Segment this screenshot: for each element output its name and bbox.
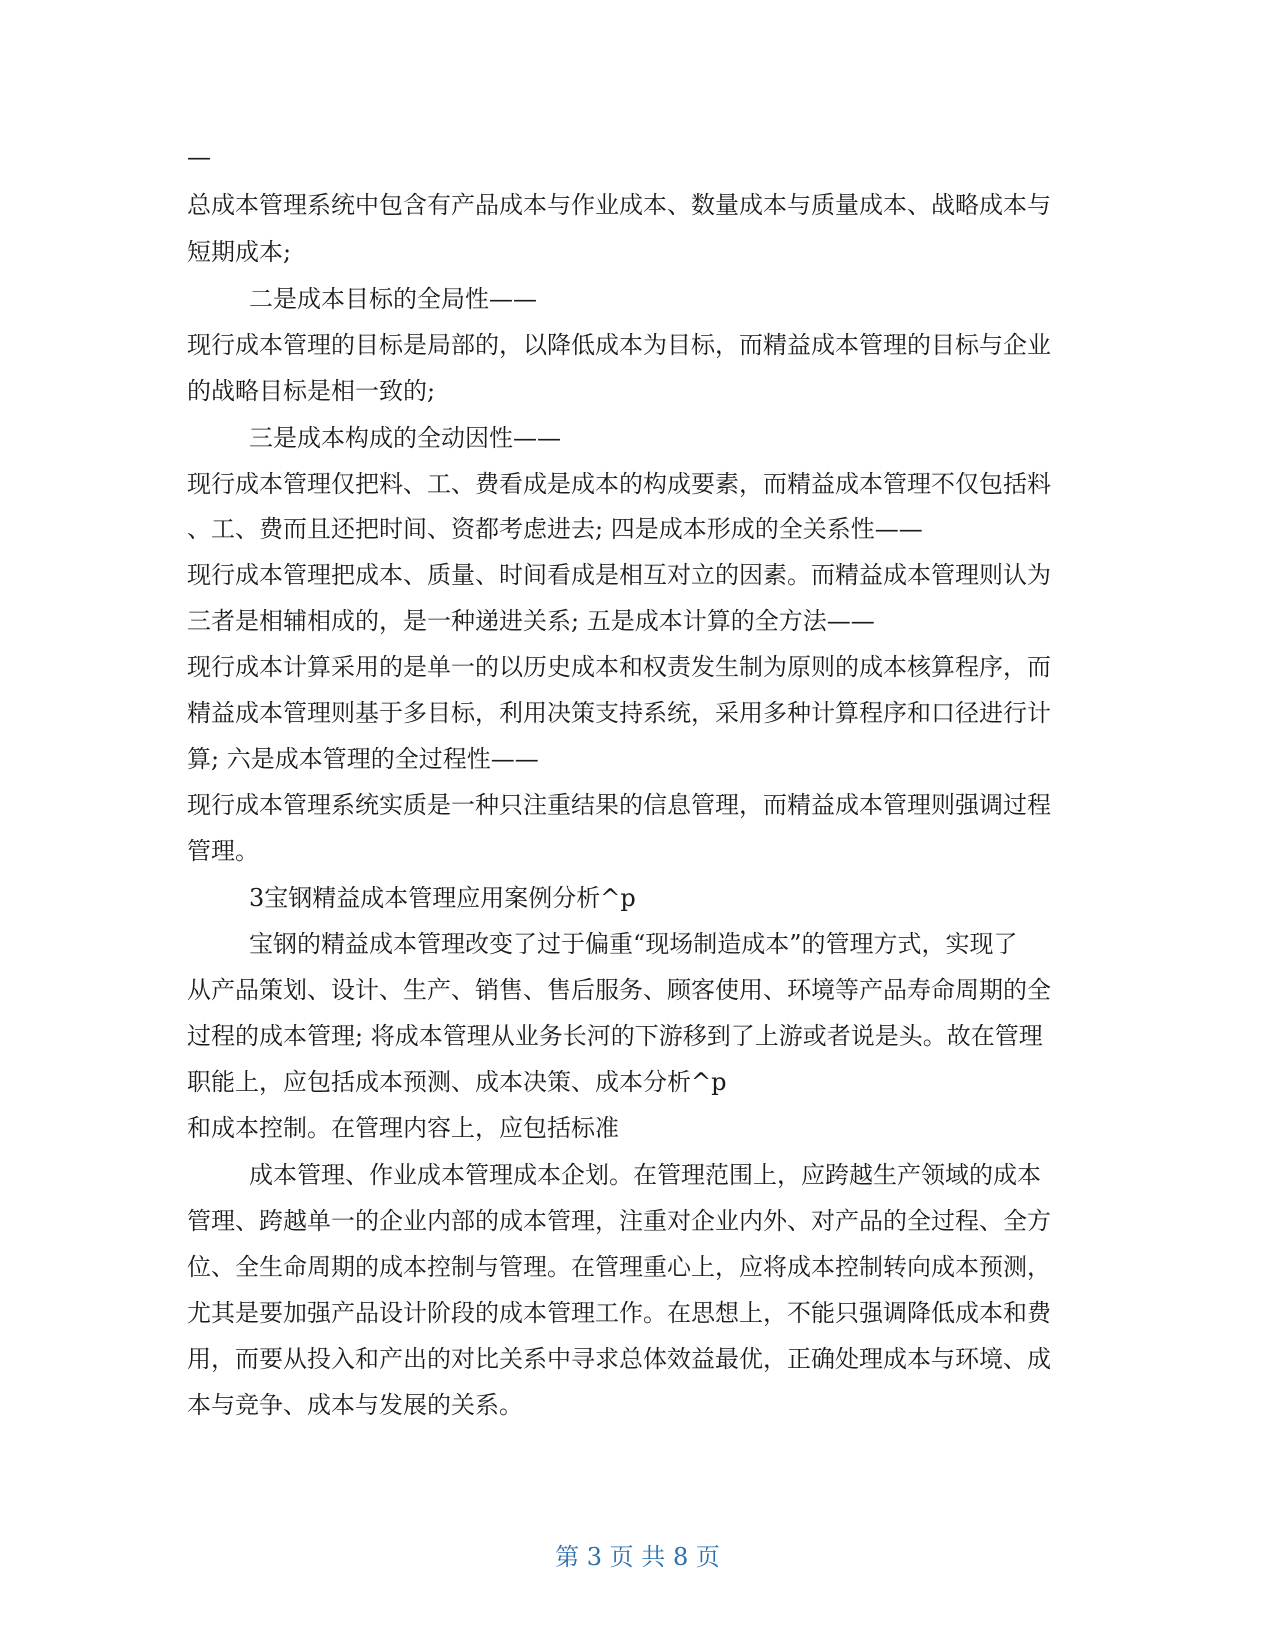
text-line: 宝钢的精益成本管理改变了过于偏重“现场制造成本”的管理方式，实现了 <box>249 930 1018 958</box>
text-line: 尤其是要加强产品设计阶段的成本管理工作。在思想上，不能只强调降低成本和费 <box>187 1299 1051 1327</box>
text-line: 三是成本构成的全动因性—— <box>249 424 561 452</box>
text-line: 从产品策划、设计、生产、销售、售后服务、顾客使用、环境等产品寿命周期的全 <box>187 976 1051 1004</box>
text-line: 二是成本目标的全局性—— <box>249 285 537 313</box>
text-line: 职能上，应包括成本预测、成本决策、成本分析^p <box>187 1068 727 1096</box>
text-line: 算; 六是成本管理的全过程性—— <box>187 745 539 773</box>
text-line: 短期成本; <box>187 238 292 266</box>
text-line: 总成本管理系统中包含有产品成本与作业成本、数量成本与质量成本、战略成本与 <box>187 191 1051 219</box>
text-line: 现行成本管理把成本、质量、时间看成是相互对立的因素。而精益成本管理则认为 <box>187 561 1051 589</box>
text-line: 精益成本管理则基于多目标，利用决策支持系统，采用多种计算程序和口径进行计 <box>187 699 1051 727</box>
text-line: 现行成本管理的目标是局部的，以降低成本为目标，而精益成本管理的目标与企业 <box>187 331 1051 359</box>
text-line: 成本管理、作业成本管理成本企划。在管理范围上，应跨越生产领域的成本 <box>249 1161 1041 1189</box>
text-line: 的战略目标是相一致的; <box>187 377 436 405</box>
text-line: 、工、费而且还把时间、资都考虑进去; 四是成本形成的全关系性—— <box>187 515 923 543</box>
text-line: 三者是相辅相成的，是一种递进关系; 五是成本计算的全方法—— <box>187 607 875 635</box>
text-line: 现行成本计算采用的是单一的以历史成本和权责发生制为原则的成本核算程序，而 <box>187 653 1051 681</box>
text-line: 管理。 <box>187 837 259 865</box>
text-line: 过程的成本管理; 将成本管理从业务长河的下游移到了上游或者说是头。故在管理 <box>187 1022 1043 1050</box>
text-line: 用，而要从投入和产出的对比关系中寻求总体效益最优，正确处理成本与环境、成 <box>187 1345 1051 1373</box>
page-number-footer: 第 3 页 共 8 页 <box>555 1543 720 1571</box>
text-line: 现行成本管理系统实质是一种只注重结果的信息管理，而精益成本管理则强调过程 <box>187 791 1051 819</box>
text-line: 本与竞争、成本与发展的关系。 <box>187 1391 523 1419</box>
text-line: 位、全生命周期的成本控制与管理。在管理重心上，应将成本控制转向成本预测， <box>187 1253 1051 1281</box>
text-line: — <box>187 143 211 171</box>
text-line: 管理、跨越单一的企业内部的成本管理，注重对企业内外、对产品的全过程、全方 <box>187 1207 1051 1235</box>
text-line: 现行成本管理仅把料、工、费看成是成本的构成要素，而精益成本管理不仅包括料 <box>187 470 1051 498</box>
text-line: 和成本控制。在管理内容上，应包括标准 <box>187 1114 619 1142</box>
section-heading: 3宝钢精益成本管理应用案例分析^p <box>249 884 636 912</box>
